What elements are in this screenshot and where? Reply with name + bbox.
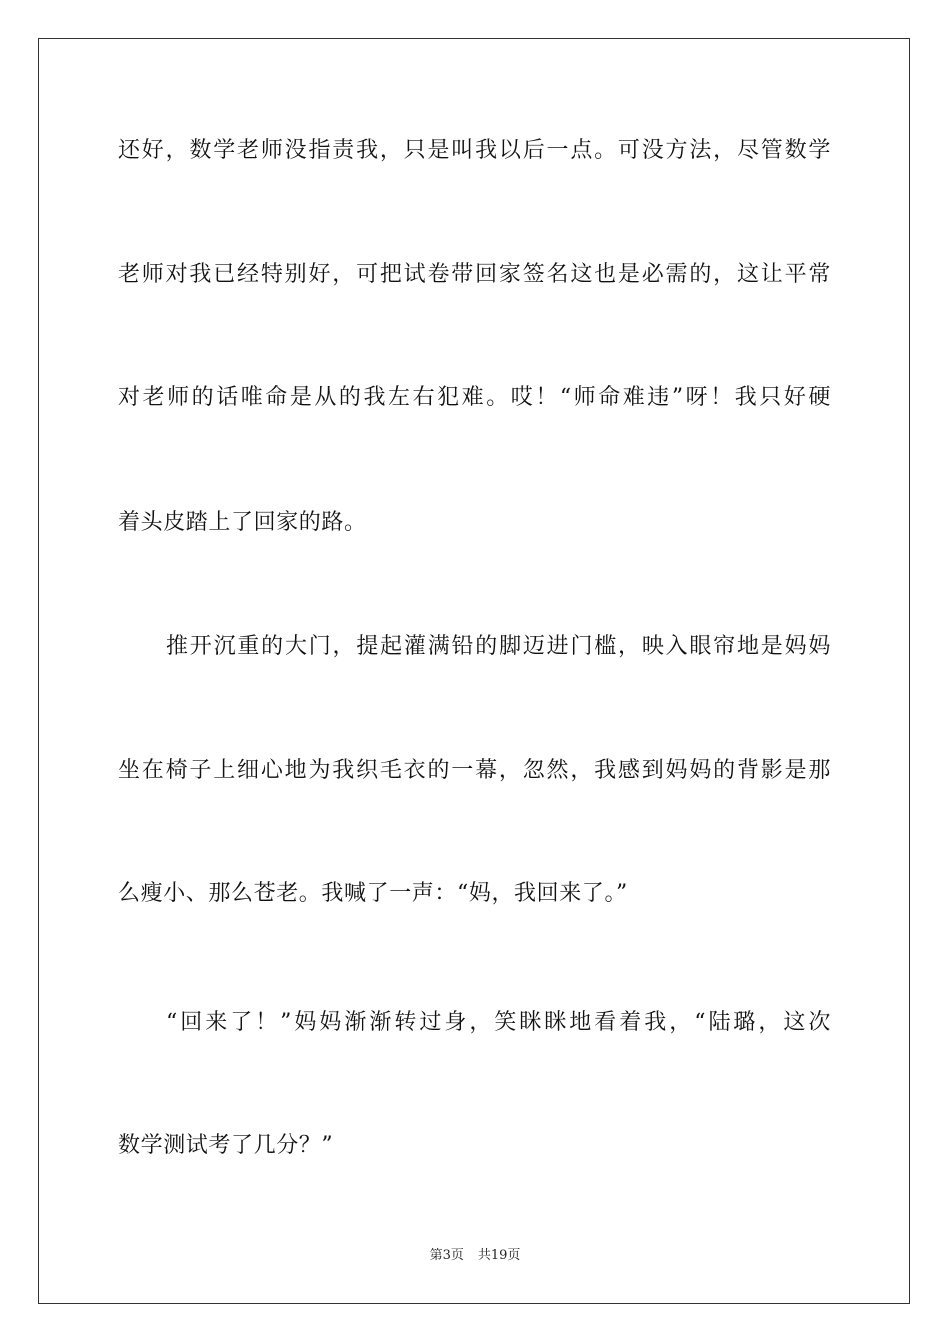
paragraph-2-line-2: 坐在椅子上细心地为我织毛衣的一幕，忽然，我感到妈妈的背影是那 bbox=[118, 758, 831, 783]
page-number: 第3页 bbox=[429, 1248, 464, 1263]
paragraph-3-line-1: “回来了！”妈妈渐渐转过身，笑眯眯地看着我，“陆璐，这次 bbox=[166, 1010, 831, 1035]
page-footer bbox=[0, 1248, 950, 1264]
page-border bbox=[38, 38, 910, 1304]
paragraph-2-line-1: 推开沉重的大门，提起灌满铅的脚迈进门槛，映入眼帘地是妈妈 bbox=[166, 634, 831, 659]
paragraph-1-line-3: 对老师的话唯命是从的我左右犯难。哎！“师命难违”呀！我只好硬 bbox=[118, 385, 831, 410]
paragraph-1-line-1: 还好，数学老师没指责我，只是叫我以后一点。可没方法，尽管数学 bbox=[118, 138, 831, 163]
page-total: 共19页 bbox=[477, 1248, 521, 1263]
paragraph-1-line-2: 老师对我已经特别好，可把试卷带回家签名这也是必需的，这让平常 bbox=[118, 262, 831, 287]
paragraph-1-line-4: 着头皮踏上了回家的路。 bbox=[118, 510, 367, 535]
paragraph-2-line-3: 么瘦小、那么苍老。我喊了一声：“妈，我回来了。” bbox=[118, 881, 628, 906]
paragraph-3-line-2: 数学测试考了几分？” bbox=[118, 1133, 334, 1158]
